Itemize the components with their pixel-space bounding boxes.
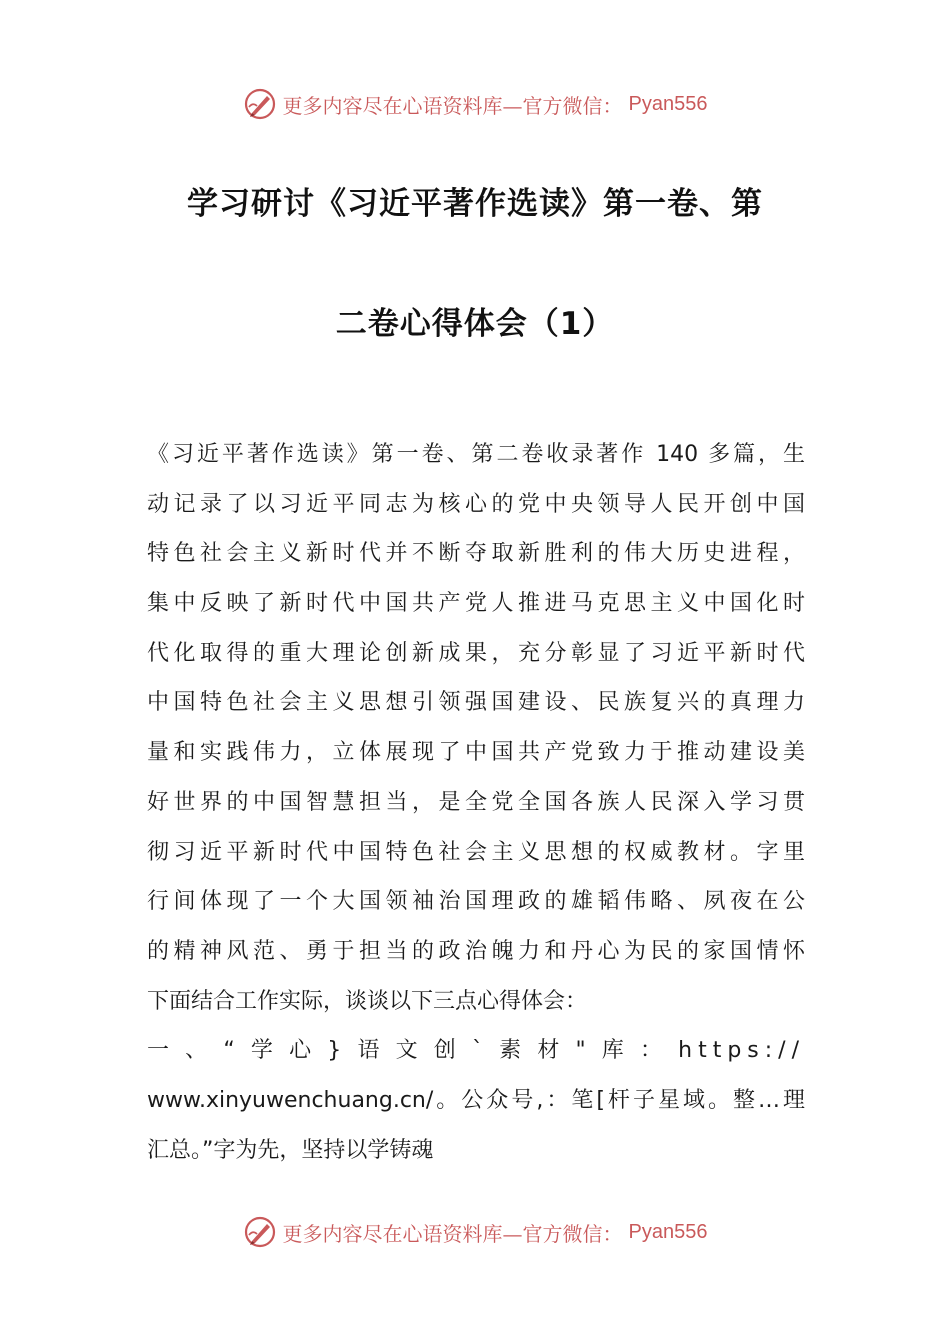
document-body — [147, 430, 805, 1175]
pen-logo-icon — [243, 1215, 277, 1249]
body-line: 特色社会主义新时代并不断夺取新胜利的伟大历史进程， — [147, 541, 805, 567]
body-line: 代化取得的重大理论创新成果，充分彰显了习近平新时代 — [147, 640, 805, 666]
header-banner-text: 更多内容尽在心语资料库—官方微信： — [282, 93, 623, 118]
body-line: 一、“学心}语文创`素材"库：https:// — [147, 1038, 805, 1064]
body-line: www.xinyuwenchuang.cn/。公众号,：笔[杆子星域。整…理 — [147, 1087, 805, 1113]
body-line: 下面结合工作实际，谈谈以下三点心得体会： — [147, 988, 588, 1014]
body-line: 集中反映了新时代中国共产党人推进马克思主义中国化时 — [147, 591, 805, 617]
body-line: 中国特色社会主义思想引领强国建设、民族复兴的真理力 — [147, 690, 805, 716]
document-title-line-2: 二卷心得体会（1） — [335, 306, 615, 342]
footer-watermark-banner — [0, 1212, 950, 1252]
pen-logo-icon — [243, 87, 277, 121]
footer-banner-text: 更多内容尽在心语资料库—官方微信： — [282, 1221, 623, 1246]
body-line: 彻习近平新时代中国特色社会主义思想的权威教材。字里 — [147, 839, 805, 865]
body-line: 动记录了以习近平同志为核心的党中央领导人民开创中国 — [147, 491, 805, 517]
body-line: 行间体现了一个大国领袖治国理政的雄韬伟略、夙夜在公 — [147, 889, 805, 915]
body-line: 《习近平著作选读》第一卷、第二卷收录著作 140 多篇，生 — [147, 442, 805, 467]
body-line: 量和实践伟力，立体展现了中国共产党致力于推动建设美 — [147, 740, 805, 766]
body-line: 的精神风范、勇于担当的政治魄力和丹心为民的家国情怀 — [147, 938, 805, 964]
header-watermark-banner — [0, 84, 950, 124]
header-wechat-id: Pyan556 — [628, 92, 708, 115]
body-line: 好世界的中国智慧担当，是全党全国各族人民深入学习贯 — [147, 789, 805, 815]
body-line: 汇总。”字为先，坚持以学铸魂 — [147, 1137, 434, 1163]
footer-wechat-id: Pyan556 — [628, 1220, 708, 1243]
document-title-line-1: 学习研讨《习近平著作选读》第一卷、第 — [187, 186, 763, 222]
